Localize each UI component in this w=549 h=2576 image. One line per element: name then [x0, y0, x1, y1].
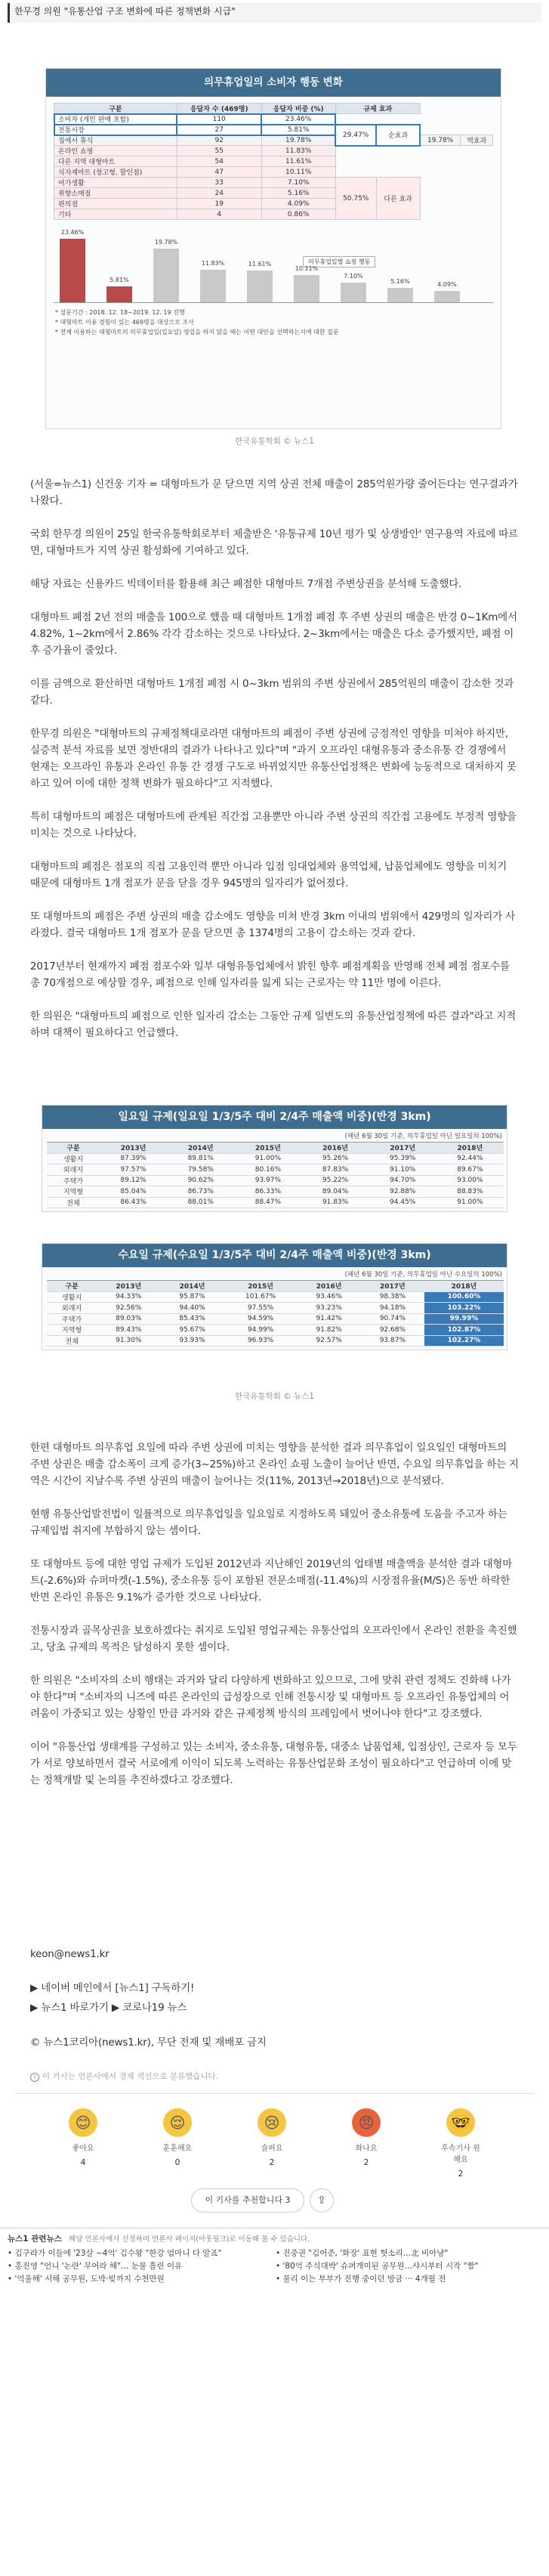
table-cell: 87.83% [301, 1164, 369, 1176]
table-cell: 96.93% [224, 1335, 298, 1347]
table-cell: 79.58% [167, 1164, 234, 1176]
paragraph: 국회 한무경 의원이 25일 한국유통학회로부터 제출받은 '유통규제 10년 평가 및 상생방안' 연구용역 자료에 따르면, 대형마트가 지역 상권 활성화에 기여하고 있다. [30, 528, 518, 557]
table-cell: 85.04% [100, 1186, 167, 1198]
related-link[interactable]: • '억울해' 서해 공무원, 도박·빚까지 수천만원 [8, 2274, 165, 2284]
sunday-table-title: 일요일 규제(일요일 1/3/5주 대비 2/4주 매출액 비중)(반경 3km) [42, 1106, 507, 1129]
table-header: 2017년 [369, 1143, 436, 1154]
table-cell: 90.62% [167, 1175, 234, 1186]
table-cell: 편의점 [54, 199, 177, 209]
reaction-count: 2 [458, 2169, 464, 2179]
table-cell: 생활지 [47, 1153, 100, 1164]
promo-news1[interactable]: ▶ 뉴스1 바로가기 ▶ 코로나19 뉴스 [30, 2002, 187, 2014]
table-cell: 24 [177, 188, 261, 199]
paragraph: 이어 "유통산업 생태계를 구성하고 있는 소비자, 중소유통, 대형유통, 대중소 납품업체, 입점상인, 근로자 등 모두가 서로 양보하면서 결국 서로에게 이익이 되도록 노력하는 유통산업문화 조성이 필요하다"고 언급하며 이에 맞는 정책개발 및 논의를 추진하겠다고 강조했다. [30, 1741, 517, 1786]
table-cell: 온라인 쇼핑 [54, 146, 177, 156]
table-cell: 100.60% [424, 1291, 504, 1303]
reaction-face-icon: 🤓 [446, 2108, 475, 2137]
table-cell: 86.33% [234, 1186, 301, 1198]
table-cell: 92.57% [297, 1335, 360, 1347]
related-link[interactable]: • '80억 주식대박' 슈퍼개미된 공무원…샤시부터 시작 "짬" [276, 2262, 479, 2271]
table-cell: 98.38% [361, 1291, 424, 1303]
table-cell: 85.43% [160, 1313, 224, 1325]
paragraph: 한무경 의원은 "대형마트의 규제정책대로라면 대형마트의 폐점이 주변 상권에 긍정적인 영향을 미쳐야 하지만, 실증적 분석 자료를 보면 정반대의 결과가 나타나고 있다"며 "과거 오프라인 대형유통과 중소유통 간 경쟁에서 현재는 오프라인 유통과 온라인 유통 간 경쟁 구도로 바뀌었지만 유통산업정책은 변화에 능동적으로 대처하지 못하고 있어 이에 대한 정책 변화가 필요하다"고 지적했다. [30, 728, 517, 790]
table-cell: 88.01% [167, 1197, 234, 1208]
table-cell: 지역형 [47, 1325, 97, 1336]
reaction-count: 4 [80, 2157, 86, 2167]
paragraph: 대형마트의 폐점은 점포의 직접 고용인력 뿐만 아니라 입점 임대업체와 용역업체, 납품업체에도 영향을 미치기 때문에 대형마트 1개 점포가 문을 닫을 경우 945명의 일자리가 없어졌다. [30, 861, 507, 889]
table-cell: 102.87% [424, 1325, 504, 1336]
reaction-bar [60, 2108, 489, 2179]
table-cell: 취향소매점 [54, 188, 177, 199]
note-line: * 전체 이용하는 대형마트의 의무휴업일(일요일) 영업을 하지 않을 때는 어떤 대안을 선택하는지에 대한 질문 [55, 329, 339, 336]
table-header: 2018년 [424, 1281, 504, 1292]
table-cell: 47 [177, 167, 261, 178]
table-cell: 주택가 [47, 1313, 97, 1325]
table-row [47, 1175, 504, 1186]
paragraph: 또 대형마트 등에 대한 영업 규제가 도입된 2012년과 지난해인 2019년의 업태별 매출액을 분석한 결과 대형마트(-2.6%)와 슈퍼마켓(-1.5%), 중소유통 등이 포함된 전문소매점(-11.4%)의 시장점유율(M/S)은 동반 하락한 반면 온라인 유통은 9.1%가 증가한 것으로 나타났다. [30, 1558, 513, 1603]
table-cell: 93.23% [297, 1303, 360, 1314]
table-cell: 92.44% [436, 1153, 504, 1164]
table-row [47, 1303, 504, 1314]
bar-label: 23.46% [60, 228, 85, 236]
paragraph: (서울=뉴스1) 신건웅 기자 = 대형마트가 문 닫으면 지역 상권 전체 매출이 285억원가량 줄어든다는 연구결과가 나왔다. [30, 478, 518, 507]
table-cell: 101.67% [224, 1291, 298, 1303]
sunday-table-note: (해년 6월 30일 기준, 의무휴업일 아닌 일요일의 100%) [344, 1133, 502, 1140]
bar-5 [247, 261, 273, 302]
wednesday-table-box [42, 1243, 507, 1350]
reaction-2[interactable] [155, 2108, 200, 2167]
table-cell: 91.00% [436, 1197, 504, 1208]
table-header: 응답자 비중 (%) [261, 104, 335, 114]
infographic-title: 의무휴업일의 소비자 행동 변화 [46, 69, 501, 97]
table-cell: 95.39% [369, 1153, 436, 1164]
table-row [47, 1313, 504, 1325]
table-header: 규제 효과 [335, 104, 420, 114]
table-row [47, 1197, 504, 1208]
reaction-5[interactable] [438, 2108, 483, 2179]
table-cell: 95.26% [301, 1153, 369, 1164]
paragraph: 한편 대형마트 의무휴업 요일에 따라 주변 상권에 미치는 영향을 분석한 결과 의무휴업이 일요일인 대형마트의 주변 상권은 매출 감소폭이 크게 증가(3~25%)하고 온라인 쇼핑 노출이 늘어난 반면, 수요일 의무휴업을 하는 지역은 시간이 지날수록 주변 상권의 매출이 늘어나는 것(11%, 2013년→2018년)으로 분석됐다. [30, 1442, 519, 1487]
paragraph: 2017년부터 현재까지 폐점 점포수와 일부 대형유통업체에서 밝힌 향후 폐점계획을 반영해 전체 폐점 점포수를 총 70개점으로 예상할 경우, 폐점으로 인해 일자리를 잃게 되는 근로자는 약 11만 명에 이른다. [30, 960, 510, 989]
paragraph: 특히 대형마트의 폐점은 대형마트에 관계된 직간접 고용뿐만 아니라 주변 상권의 직간접 고용에도 부정적 영향을 미치는 것으로 나타났다. [30, 811, 517, 840]
table-cell: 전체 [47, 1197, 100, 1208]
related-link[interactable]: • 홍진영 "언니 '논란' 무어라 해"… 눈물 흘린 이유 [8, 2262, 183, 2271]
table-row [47, 1291, 504, 1303]
bar-6 [294, 264, 319, 302]
table-cell: 87.39% [100, 1153, 167, 1164]
bar-4 [200, 260, 226, 302]
paragraph: 이를 금액으로 환산하면 대형마트 1개점 폐점 시 0~3km 범위의 주변 상권에서 285억원의 매출이 감소한 것과 같다. [30, 678, 514, 707]
reaction-3[interactable] [249, 2108, 295, 2167]
wednesday-table-note: (해년 6월 30일 기준, 의무휴업일 아닌 수요일의 100%) [344, 1271, 502, 1279]
table-header: 2014년 [160, 1281, 224, 1292]
table-header: 2013년 [97, 1281, 160, 1292]
table-row [54, 167, 493, 178]
table-row [54, 188, 493, 199]
table-header: 2015년 [234, 1143, 301, 1154]
related-news [8, 2233, 541, 2309]
table-cell: 92 [177, 135, 261, 146]
related-link[interactable]: • 김구라가 이들에 '23살 ~4억' 김수왕 "한강 엄마니 다 알죠" [8, 2249, 222, 2258]
note-line: * 대형마트 이용 경험이 있는 469명을 대상으로 조사 [55, 319, 194, 326]
table-cell: 역효과 [461, 135, 493, 146]
related-link[interactable]: • 물리 이는 부부가 진행 중이던 방금 ··· 4개월 전 [276, 2274, 446, 2284]
table-cell: 88.47% [234, 1197, 301, 1208]
paragraph: 한 의원은 "소비자의 소비 행태는 과거와 달리 다양하게 변화하고 있으므로, 그에 맞춰 관련 정책도 진화해 나가야 한다"며 "소비자의 니즈에 따른 온라인의 급성장으로 인해 전통시장 및 대형마트 등 오프라인 유통업체의 어려움이 가중되고 있는 상황인 만큼 과거와 같은 규제정책 방식의 프레임에서 벗어나야 한다"고 강조했다. [30, 1675, 511, 1720]
table-cell: 19.78% [261, 135, 335, 146]
table-header: 응답자 수 (469명) [177, 104, 261, 114]
reporter-email[interactable]: keon@news1.kr [30, 1948, 109, 1960]
reaction-label: 훈훈해요 [162, 2145, 193, 2153]
table-cell: 94.99% [224, 1325, 298, 1336]
table-cell: 95.87% [160, 1291, 224, 1303]
bar-7 [341, 273, 366, 302]
reaction-count: 0 [174, 2157, 180, 2167]
table-cell: 89.43% [97, 1325, 160, 1336]
table-row [47, 1153, 504, 1164]
table-credit: 한국유통학회 © 뉴스1 [235, 1392, 314, 1401]
paragraph: 한 의원은 "대형마트의 폐점으로 인한 일자리 감소는 그동안 규제 일변도의 유통산업정책에 따른 결과"라고 지적하며 대책이 필요하다고 언급했다. [30, 1010, 517, 1039]
table-header: 구분 [47, 1281, 97, 1292]
related-title: 뉴스1 관련뉴스 [8, 2234, 62, 2244]
table-cell: 19 [177, 199, 261, 209]
table-cell: 110 [177, 114, 261, 125]
table-cell: 89.67% [436, 1164, 504, 1176]
table-cell: 89.81% [167, 1153, 234, 1164]
table-row [54, 199, 493, 209]
wednesday-table [47, 1280, 504, 1347]
table-cell: 93.97% [234, 1175, 301, 1186]
table-cell: 86.43% [100, 1197, 167, 1208]
paragraph: 해당 자료는 신용카드 빅데이터를 활용해 최근 폐점한 대형마트 7개점 주변상권을 분석해 도출했다. [30, 578, 462, 590]
table-cell: 여가생활 [54, 178, 177, 188]
table-row [47, 1164, 504, 1176]
table-cell: 92.68% [361, 1325, 424, 1336]
table-cell: 91.10% [369, 1164, 436, 1176]
reaction-label: 후속기사 원해요 [441, 2145, 480, 2164]
share-button[interactable] [310, 2188, 334, 2213]
table-cell: 94.59% [224, 1313, 298, 1325]
table-cell: 90.74% [361, 1313, 424, 1325]
bar-label: 10.11% [295, 264, 319, 272]
sunday-table-box [42, 1105, 507, 1212]
wednesday-table-title: 수요일 규제(수요일 1/3/5주 대비 2/4주 매출액 비중)(반경 3km) [42, 1244, 507, 1267]
survey-table [54, 103, 493, 220]
table-cell: 94.18% [361, 1303, 424, 1314]
reaction-label: 화나요 [355, 2145, 378, 2153]
table-cell: 93.87% [361, 1335, 424, 1347]
bar-chart-caption: 의무휴업일별 쇼핑 행동 [303, 256, 375, 267]
table-cell: 94.33% [97, 1291, 160, 1303]
table-cell: 92.88% [369, 1186, 436, 1198]
table-cell: 86.73% [167, 1186, 234, 1198]
bar-label: 11.61% [248, 261, 272, 268]
paragraph: 대형마트 폐점 2년 전의 매출을 100으로 했을 때 대형마트 1개점 폐점 후 주변 상권의 매출은 반경 0~1Km에서 4.82%, 1~2km에서 2.86% 각각 감소하는 것으로 나타났다. 2~3km에서는 매출은 다소 증가했지만, 폐점 이후 증가율이 줄었다. [30, 611, 517, 657]
table-row [54, 146, 493, 156]
table-cell: 93.00% [436, 1175, 504, 1186]
divider [15, 2093, 534, 2094]
table-header: 2014년 [167, 1143, 234, 1154]
table-cell: 기타 [54, 209, 177, 220]
table-cell: 5.16% [261, 188, 335, 199]
article-body-2 [30, 1440, 519, 1805]
table-cell: 집에서 휴식 [54, 135, 177, 146]
table-cell: 91.30% [97, 1335, 160, 1347]
table-cell: 전통시장 [54, 125, 177, 135]
table-cell: 102.27% [424, 1335, 504, 1347]
bar-label: 11.83% [201, 260, 225, 267]
table-cell: 23.46% [261, 114, 335, 125]
bar-label: 4.09% [437, 281, 457, 289]
table-cell: 4 [177, 209, 261, 220]
table-row [54, 209, 493, 220]
table-cell: 89.03% [97, 1313, 160, 1325]
table-cell: 92.56% [97, 1303, 160, 1314]
table-cell: 외래지 [47, 1164, 100, 1176]
table-cell: 94.45% [369, 1197, 436, 1208]
reaction-label: 좋아요 [72, 2145, 94, 2153]
table-cell: 54 [177, 156, 261, 167]
table-cell: 19.78% [420, 135, 461, 146]
reaction-face-icon: 😠 [352, 2108, 381, 2137]
reaction-count: 2 [269, 2157, 275, 2167]
table-cell: 103.22% [424, 1303, 504, 1314]
table-cell: 55 [177, 146, 261, 156]
table-cell: 95.67% [160, 1325, 224, 1336]
promo-naver[interactable]: ▶ 네이버 메인에서 [뉴스1] 구독하기! [30, 1982, 195, 1994]
table-cell: 생활지 [47, 1291, 97, 1303]
table-cell: 10.11% [261, 167, 335, 178]
table-cell: 33 [177, 178, 261, 188]
table-cell: 91.83% [301, 1197, 369, 1208]
table-cell: 94.70% [369, 1175, 436, 1186]
table-cell: 97.55% [224, 1303, 298, 1314]
table-row [54, 114, 493, 125]
bar-1 [60, 228, 85, 302]
table-row [47, 1335, 504, 1347]
table-row [54, 125, 493, 135]
copyright: © 뉴스1코리아(news1.kr), 무단 전재 및 재배포 금지 [30, 2036, 267, 2049]
table-header: 2013년 [100, 1143, 167, 1154]
table-cell: 순효과 [376, 125, 420, 146]
reaction-face-icon: 😌 [163, 2108, 192, 2137]
table-cell: 80.16% [234, 1164, 301, 1176]
table-row [47, 1325, 504, 1336]
info-icon: i [30, 2073, 39, 2082]
table-cell: 27 [177, 125, 261, 135]
table-row [54, 135, 493, 146]
note-line: * 설문기간 : 2018. 12. 18~2019. 12. 19 진행 [55, 309, 185, 316]
table-header: 구분 [47, 1143, 100, 1154]
table-cell: 89.12% [100, 1175, 167, 1186]
table-header: 2016년 [301, 1143, 369, 1154]
bar-label: 19.78% [154, 238, 178, 246]
table-cell: 88.83% [436, 1186, 504, 1198]
bar-3 [153, 238, 179, 302]
table-cell: 지역형 [47, 1186, 100, 1198]
reaction-face-icon: 😊 [69, 2108, 97, 2137]
table-row [54, 178, 493, 188]
bar-8 [387, 278, 413, 302]
figure-credit: 한국유통학회 © 뉴스1 [235, 437, 314, 446]
table-cell: 93.46% [297, 1291, 360, 1303]
related-link[interactable]: • 진중권 "김어준, '화장' 표현 헛소리…北 비아냥" [276, 2249, 449, 2258]
table-cell: 0.86% [261, 209, 335, 220]
table-cell: 93.93% [160, 1335, 224, 1347]
table-cell: 91.00% [234, 1153, 301, 1164]
table-cell: 다른 지역 대형마트 [54, 156, 177, 167]
table-cell: 95.22% [301, 1175, 369, 1186]
table-cell: 외래지 [47, 1303, 97, 1314]
paragraph: 또 대형마트의 폐점은 주변 상권의 매출 감소에도 영향을 미쳐 반경 3km 이내의 범위에서 429명의 일자리가 사라졌다. 결국 대형마트 1개 점포가 문을 닫으면 총 1374명의 고용이 감소하는 것과 같다. [30, 911, 515, 939]
table-cell: 89.04% [301, 1186, 369, 1198]
table-cell: 4.09% [261, 199, 335, 209]
share-icon: ⇪ [317, 2194, 326, 2206]
table-cell: 7.10% [261, 178, 335, 188]
survey-bar-chart [54, 224, 493, 303]
table-cell: 91.82% [297, 1325, 360, 1336]
sunday-table [47, 1142, 504, 1208]
table-cell: 다른 효과 [376, 178, 420, 220]
article-headline: 한무경 의원 "유통산업 구조 변화에 따른 정책변화 시급" [8, 3, 541, 23]
table-cell: 전체 [47, 1335, 97, 1347]
table-row [54, 156, 493, 167]
related-desc: 해당 언론사에서 선정하며 언론사 페이지(아웃링크)로 이동해 볼 수 있습니다. [69, 2235, 310, 2244]
table-cell: 91.42% [297, 1313, 360, 1325]
table-cell: 11.61% [261, 156, 335, 167]
article-body-1 [30, 476, 519, 1058]
table-cell: 5.81% [261, 125, 335, 135]
paragraph: 전통시장과 골목상권을 보호하겠다는 취지로 도입된 영업규제는 유통산업의 오프라인에서 온라인 전환을 촉진했고, 당초 규제의 목적은 달성하지 못한 셈이다. [30, 1625, 517, 1653]
bar-label: 5.16% [390, 278, 410, 286]
table-header: 2016년 [297, 1281, 360, 1292]
table-header: 구분 [54, 104, 177, 114]
table-cell: 29.47% [335, 125, 376, 146]
table-header: 2017년 [361, 1281, 424, 1292]
bar-label: 7.10% [344, 273, 363, 280]
table-cell: 97.57% [100, 1164, 167, 1176]
table-cell: 94.40% [160, 1303, 224, 1314]
table-header: 2015년 [224, 1281, 298, 1292]
reaction-count: 2 [363, 2157, 369, 2167]
reaction-label: 슬퍼요 [261, 2145, 283, 2153]
table-cell: 소비자 (개인 판매 포함) [54, 114, 177, 125]
category-notice: i 이 기사는 언론사에서 경제 섹션으로 분류했습니다. [30, 2070, 218, 2082]
survey-notes [55, 308, 492, 337]
table-cell: 11.83% [261, 146, 335, 156]
reaction-4[interactable] [344, 2108, 389, 2167]
table-cell: 식자재마트 (창고형, 할인점) [54, 167, 177, 178]
table-row [47, 1186, 504, 1198]
table-header: 2018년 [436, 1143, 504, 1154]
survey-infographic [45, 68, 501, 429]
paragraph: 현행 유통산업발전법이 일률적으로 의무휴업일을 일요일로 지정하도록 돼있어 중소유통에 도움을 주고자 하는 규제입법 취지에 부합하지 않는 셈이다. [30, 1508, 507, 1537]
reaction-1[interactable] [60, 2108, 106, 2167]
reaction-face-icon: 😢 [258, 2108, 286, 2137]
table-cell: 주택가 [47, 1175, 100, 1186]
table-cell: 99.99% [424, 1313, 504, 1325]
bar-label: 5.81% [109, 277, 129, 284]
bar-9 [434, 281, 460, 302]
bar-2 [106, 277, 132, 302]
table-cell: 50.75% [335, 178, 376, 220]
recommend-button[interactable]: 이 기사를 추천합니다 3 [191, 2188, 304, 2213]
